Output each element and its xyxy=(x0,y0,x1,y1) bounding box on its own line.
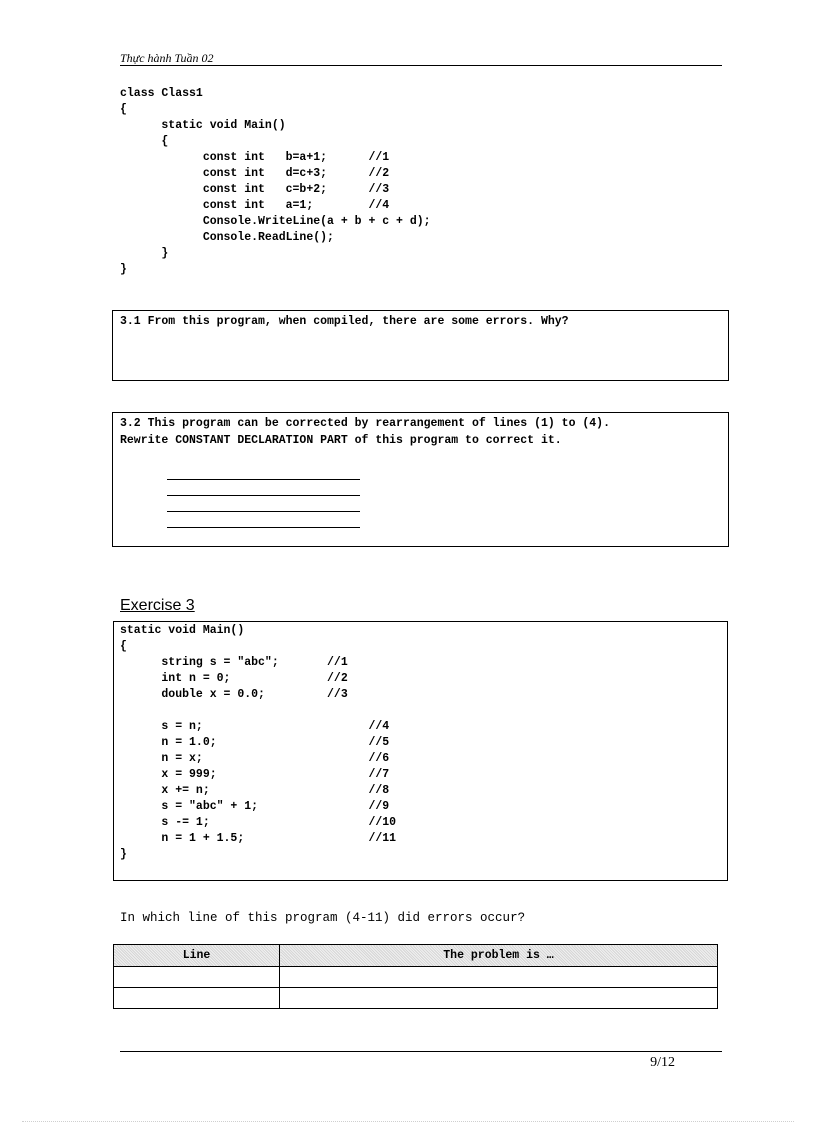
code-line: const int b=a+1; //1 xyxy=(120,151,390,164)
page-bottom-divider xyxy=(22,1121,794,1122)
code-line: Console.ReadLine(); xyxy=(120,231,334,244)
table-row xyxy=(114,988,718,1009)
answer-blank-line[interactable] xyxy=(167,527,360,528)
code-line: { xyxy=(120,103,127,116)
table-row xyxy=(114,967,718,988)
code-line: int n = 0; //2 xyxy=(120,672,348,685)
page-number: 9/12 xyxy=(650,1055,675,1070)
answer-cell-line[interactable] xyxy=(114,967,280,988)
code-line: } xyxy=(120,263,127,276)
code-line: const int c=b+2; //3 xyxy=(120,183,390,196)
code-line: const int d=c+3; //2 xyxy=(120,167,390,180)
code-line: s -= 1; //10 xyxy=(120,816,397,829)
code-line: x = 999; //7 xyxy=(120,768,390,781)
header-title: Thực hành Tuần 02 xyxy=(120,51,214,65)
code-line: } xyxy=(120,247,169,260)
code-line: n = 1.0; //5 xyxy=(120,736,390,749)
code-line: { xyxy=(120,135,169,148)
answer-table xyxy=(113,944,718,1009)
question-3-2-line1: 3.2 This program can be corrected by rearrangement of lines (1) to (4). xyxy=(120,417,610,430)
question-3-2-line2: Rewrite CONSTANT DECLARATION PART of this program to correct it. xyxy=(120,434,562,447)
answer-blank-line[interactable] xyxy=(167,511,360,512)
code-line: n = 1 + 1.5; //11 xyxy=(120,832,397,845)
code-line: Console.WriteLine(a + b + c + d); xyxy=(120,215,431,228)
code-line: double x = 0.0; //3 xyxy=(120,688,348,701)
answer-cell-line[interactable] xyxy=(114,988,280,1009)
code-line: class Class1 xyxy=(120,87,203,100)
header-rule xyxy=(120,65,722,66)
code-line: const int a=1; //4 xyxy=(120,199,390,212)
answer-blank-line[interactable] xyxy=(167,495,360,496)
code-line: s = "abc" + 1; //9 xyxy=(120,800,390,813)
answer-cell-problem[interactable] xyxy=(280,988,718,1009)
code-line: } xyxy=(120,848,127,861)
errors-question: In which line of this program (4-11) did errors occur? xyxy=(120,911,526,925)
column-header-problem: The problem is … xyxy=(280,945,718,967)
code-line: n = x; //6 xyxy=(120,752,390,765)
answer-cell-problem[interactable] xyxy=(280,967,718,988)
code-line: s = n; //4 xyxy=(120,720,390,733)
code-line: { xyxy=(120,640,127,653)
code-line: static void Main() xyxy=(120,624,245,637)
exercise-title: Exercise 3 xyxy=(120,597,195,614)
answer-blank-line[interactable] xyxy=(167,479,360,480)
footer-rule xyxy=(120,1051,722,1052)
code-line: x += n; //8 xyxy=(120,784,390,797)
column-header-line: Line xyxy=(114,945,280,967)
code-line: static void Main() xyxy=(120,119,286,132)
table-header-row xyxy=(114,945,718,967)
code-block-class1 xyxy=(0,0,816,276)
question-3-1-text: 3.1 From this program, when compiled, there are some errors. Why? xyxy=(120,315,569,328)
code-line: string s = "abc"; //1 xyxy=(120,656,348,669)
